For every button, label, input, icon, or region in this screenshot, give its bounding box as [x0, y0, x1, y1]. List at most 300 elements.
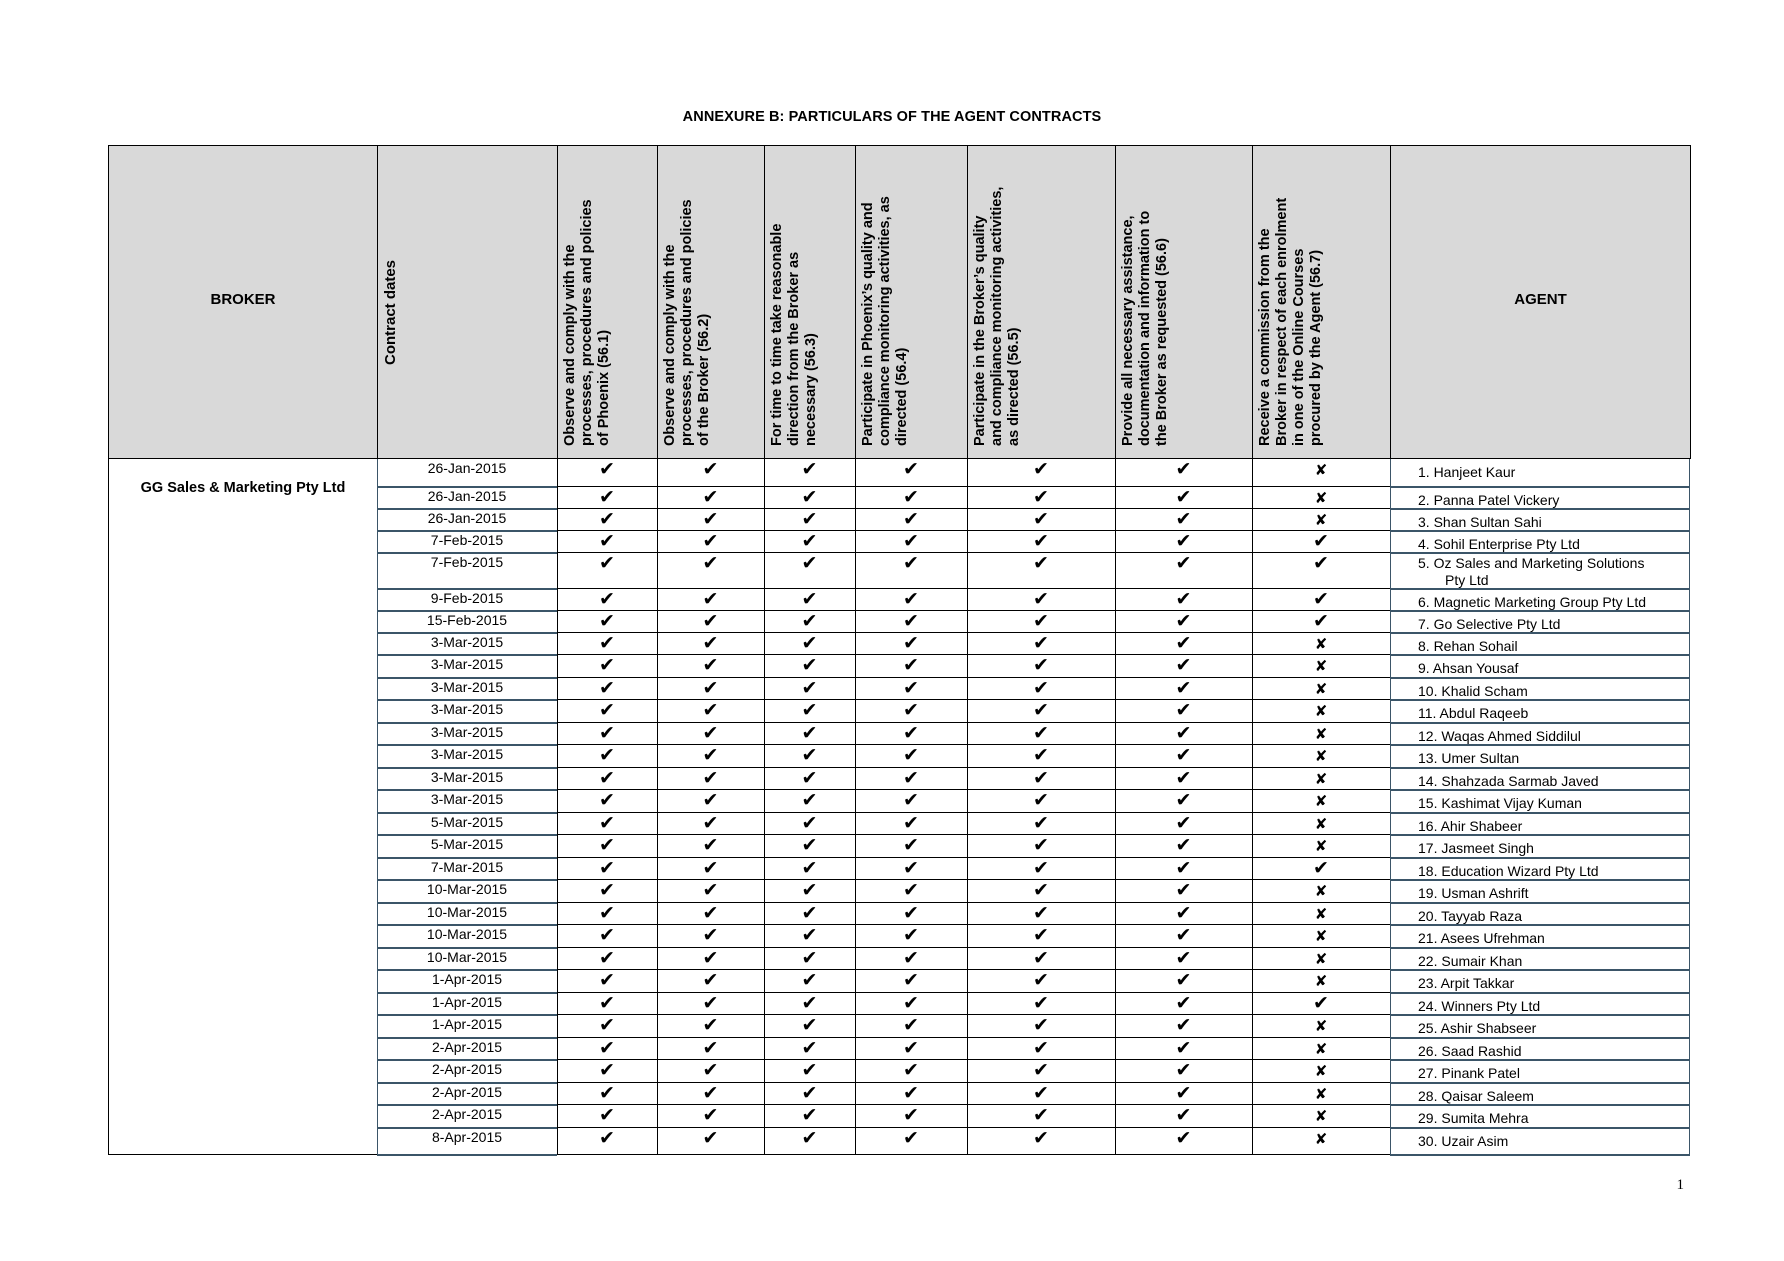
header-obligation-3: Observe and comply with the processes, procedures and policies of the Broker (56.2): [662, 199, 712, 446]
check-icon: ✔: [1175, 722, 1192, 744]
check-icon: ✔: [801, 699, 818, 721]
check-icon: ✔: [903, 924, 919, 946]
header-obligation-cell-4: [855, 145, 968, 459]
check-icon: ✔: [1175, 530, 1192, 552]
check-icon: ✔: [903, 677, 919, 699]
contract-date: 10-Mar-2015: [426, 904, 508, 920]
row-divider: [377, 1154, 557, 1156]
cross-icon: ✘: [1314, 837, 1328, 855]
check-icon: ✔: [1313, 610, 1329, 632]
check-icon: ✔: [702, 722, 719, 744]
row-divider: [557, 1154, 1390, 1155]
row-divider: [1390, 1082, 1690, 1084]
check-icon: ✔: [702, 1014, 719, 1036]
check-icon: ✔: [1175, 1014, 1192, 1036]
cross-icon: ✘: [1314, 1017, 1328, 1035]
header-obligation-cell-5: [967, 145, 1116, 459]
check-icon: ✔: [702, 879, 719, 901]
check-icon: ✔: [903, 1127, 919, 1149]
check-icon: ✔: [1033, 1059, 1049, 1081]
contract-date: 7-Feb-2015: [430, 532, 504, 548]
check-icon: ✔: [801, 1127, 818, 1149]
check-icon: ✔: [702, 1059, 719, 1081]
contract-date: 15-Feb-2015: [426, 612, 508, 628]
check-icon: ✔: [599, 767, 615, 789]
check-icon: ✔: [702, 992, 719, 1014]
row-divider: [1390, 947, 1690, 949]
check-icon: ✔: [599, 1014, 615, 1036]
check-icon: ✔: [599, 722, 615, 744]
check-icon: ✔: [1033, 947, 1049, 969]
cross-icon: ✘: [1314, 905, 1328, 923]
agent-name: 2. Panna Patel Vickery: [1418, 492, 1560, 508]
check-icon: ✔: [1175, 924, 1192, 946]
check-icon: ✔: [903, 588, 919, 610]
check-icon: ✔: [1175, 1082, 1192, 1104]
row-divider: [1390, 677, 1690, 679]
contract-date: 1-Apr-2015: [431, 971, 503, 987]
header-obligation-cell-2: [657, 145, 765, 459]
check-icon: ✔: [903, 722, 919, 744]
contract-date: 26-Jan-2015: [427, 460, 507, 476]
check-icon: ✔: [801, 588, 818, 610]
check-icon: ✔: [1033, 677, 1049, 699]
agent-name: 30. Uzair Asim: [1418, 1133, 1509, 1149]
row-divider: [1390, 857, 1690, 859]
check-icon: ✔: [903, 552, 919, 574]
check-icon: ✔: [801, 992, 818, 1014]
check-icon: ✔: [1033, 1127, 1049, 1149]
check-icon: ✔: [903, 530, 919, 552]
check-icon: ✔: [599, 699, 615, 721]
cross-icon: ✘: [1314, 680, 1328, 698]
check-icon: ✔: [599, 789, 615, 811]
check-icon: ✔: [702, 654, 719, 676]
check-icon: ✔: [1313, 857, 1329, 879]
contract-date: 3-Mar-2015: [430, 746, 504, 762]
header-obligation-cell-3: [764, 145, 856, 459]
check-icon: ✔: [1033, 1014, 1049, 1036]
cross-icon: ✘: [1314, 725, 1328, 743]
check-icon: ✔: [1033, 1082, 1049, 1104]
check-icon: ✔: [903, 789, 919, 811]
contract-date: 3-Mar-2015: [430, 701, 504, 717]
agent-name: 19. Usman Ashrift: [1418, 885, 1529, 901]
contract-date: 5-Mar-2015: [430, 814, 504, 830]
check-icon: ✔: [1313, 530, 1329, 552]
row-divider: [1390, 486, 1690, 488]
check-icon: ✔: [903, 767, 919, 789]
check-icon: ✔: [702, 632, 719, 654]
header-obligation-cell-6: [1115, 145, 1253, 459]
check-icon: ✔: [801, 812, 818, 834]
check-icon: ✔: [599, 1059, 615, 1081]
page-number: 1: [1676, 1177, 1684, 1193]
check-icon: ✔: [1033, 699, 1049, 721]
cross-icon: ✘: [1314, 747, 1328, 765]
header-obligation-6: Participate in the Broker’s quality and compliance monitoring activities, as directed (56.5): [972, 186, 1022, 446]
agent-name: 11. Abdul Raqeeb: [1418, 705, 1529, 721]
check-icon: ✔: [702, 1037, 719, 1059]
check-icon: ✔: [801, 552, 818, 574]
agent-name: 13. Umer Sultan: [1418, 750, 1520, 766]
check-icon: ✔: [1033, 508, 1049, 530]
agent-name: 22. Sumair Khan: [1418, 953, 1523, 969]
contract-date: 2-Apr-2015: [431, 1039, 503, 1055]
cross-icon: ✘: [1314, 770, 1328, 788]
cross-icon: ✘: [1314, 1107, 1328, 1125]
agent-name: 10. Khalid Scham: [1418, 683, 1528, 699]
check-icon: ✔: [1033, 767, 1049, 789]
agent-name: 12. Waqas Ahmed Siddilul: [1418, 728, 1581, 744]
check-icon: ✔: [1175, 744, 1192, 766]
check-icon: ✔: [702, 1082, 719, 1104]
check-icon: ✔: [599, 834, 615, 856]
check-icon: ✔: [599, 812, 615, 834]
check-icon: ✔: [903, 879, 919, 901]
check-icon: ✔: [1175, 812, 1192, 834]
check-icon: ✔: [1033, 902, 1049, 924]
check-icon: ✔: [599, 924, 615, 946]
check-icon: ✔: [1175, 992, 1192, 1014]
check-icon: ✔: [1033, 458, 1049, 480]
cross-icon: ✘: [1314, 927, 1328, 945]
check-icon: ✔: [1313, 992, 1329, 1014]
header-broker-cell: [108, 145, 378, 459]
contract-date: 5-Mar-2015: [430, 836, 504, 852]
check-icon: ✔: [599, 1104, 615, 1126]
header-contract-dates-cell: [377, 145, 558, 459]
check-icon: ✔: [599, 552, 615, 574]
check-icon: ✔: [1033, 1104, 1049, 1126]
contract-date: 3-Mar-2015: [430, 679, 504, 695]
cross-icon: ✘: [1314, 1040, 1328, 1058]
check-icon: ✔: [1175, 699, 1192, 721]
row-divider: [1390, 992, 1690, 994]
cross-icon: ✘: [1314, 702, 1328, 720]
check-icon: ✔: [801, 1082, 818, 1104]
agent-name: 24. Winners Pty Ltd: [1418, 998, 1541, 1014]
check-icon: ✔: [599, 458, 615, 480]
check-icon: ✔: [801, 530, 818, 552]
header-obligation-5: Participate in Phoenix’s quality and compliance monitoring activities, as directed (56.4): [860, 196, 910, 446]
row-divider: [1390, 1037, 1690, 1039]
check-icon: ✔: [903, 1059, 919, 1081]
agent-contracts-table: [108, 145, 1690, 1155]
check-icon: ✔: [801, 486, 818, 508]
cross-icon: ✘: [1314, 657, 1328, 675]
agent-name: 20. Tayyab Raza: [1418, 908, 1523, 924]
check-icon: ✔: [1033, 924, 1049, 946]
check-icon: ✔: [1175, 902, 1192, 924]
agent-name: 17. Jasmeet Singh: [1418, 840, 1534, 856]
check-icon: ✔: [599, 588, 615, 610]
check-icon: ✔: [1175, 552, 1192, 574]
check-icon: ✔: [702, 902, 719, 924]
check-icon: ✔: [801, 632, 818, 654]
check-icon: ✔: [1175, 1037, 1192, 1059]
check-icon: ✔: [702, 486, 719, 508]
check-icon: ✔: [1175, 767, 1192, 789]
check-icon: ✔: [1175, 654, 1192, 676]
check-icon: ✔: [1033, 992, 1049, 1014]
check-icon: ✔: [801, 789, 818, 811]
agent-name: 4. Sohil Enterprise Pty Ltd: [1418, 536, 1580, 552]
check-icon: ✔: [702, 677, 719, 699]
contract-date: 8-Apr-2015: [431, 1129, 503, 1145]
contract-date: 1-Apr-2015: [431, 1016, 503, 1032]
column-divider: [1390, 459, 1391, 1155]
check-icon: ✔: [599, 610, 615, 632]
check-icon: ✔: [903, 1082, 919, 1104]
row-divider: [1390, 812, 1690, 814]
check-icon: ✔: [702, 834, 719, 856]
contract-date: 7-Mar-2015: [430, 859, 504, 875]
contract-date: 2-Apr-2015: [431, 1061, 503, 1077]
row-divider: [1390, 588, 1690, 590]
agent-name: 16. Ahir Shabeer: [1418, 818, 1523, 834]
cross-icon: ✘: [1314, 1085, 1328, 1103]
cross-icon: ✘: [1314, 489, 1328, 507]
agent-name: 8. Rehan Sohail: [1418, 638, 1518, 654]
agent-name: 6. Magnetic Marketing Group Pty Ltd: [1418, 594, 1646, 610]
check-icon: ✔: [1313, 552, 1329, 574]
check-icon: ✔: [903, 834, 919, 856]
contract-date: 2-Apr-2015: [431, 1106, 503, 1122]
check-icon: ✔: [702, 552, 719, 574]
row-divider: [1390, 902, 1690, 904]
check-icon: ✔: [1033, 789, 1049, 811]
check-icon: ✔: [1175, 834, 1192, 856]
check-icon: ✔: [1175, 677, 1192, 699]
contract-date: 3-Mar-2015: [430, 769, 504, 785]
check-icon: ✔: [801, 879, 818, 901]
contract-date: 9-Feb-2015: [430, 590, 504, 606]
agent-name: 18. Education Wizard Pty Ltd: [1418, 863, 1599, 879]
check-icon: ✔: [903, 969, 919, 991]
check-icon: ✔: [599, 744, 615, 766]
cross-icon: ✘: [1314, 972, 1328, 990]
check-icon: ✔: [702, 530, 719, 552]
cross-icon: ✘: [1314, 511, 1328, 529]
row-divider: [1390, 1127, 1690, 1129]
check-icon: ✔: [599, 1037, 615, 1059]
check-icon: ✔: [1033, 552, 1049, 574]
check-icon: ✔: [1175, 486, 1192, 508]
cross-icon: ✘: [1314, 635, 1328, 653]
check-icon: ✔: [801, 610, 818, 632]
check-icon: ✔: [1175, 1059, 1192, 1081]
check-icon: ✔: [599, 1082, 615, 1104]
check-icon: ✔: [1033, 1037, 1049, 1059]
contract-date: 10-Mar-2015: [426, 881, 508, 897]
check-icon: ✔: [1175, 969, 1192, 991]
contract-date: 1-Apr-2015: [431, 994, 503, 1010]
agent-name: 25. Ashir Shabseer: [1418, 1020, 1537, 1036]
check-icon: ✔: [903, 857, 919, 879]
check-icon: ✔: [702, 1104, 719, 1126]
check-icon: ✔: [702, 924, 719, 946]
check-icon: ✔: [903, 654, 919, 676]
check-icon: ✔: [702, 789, 719, 811]
cross-icon: ✘: [1314, 1062, 1328, 1080]
column-divider: [1689, 459, 1690, 1155]
check-icon: ✔: [1033, 834, 1049, 856]
check-icon: ✔: [702, 767, 719, 789]
check-icon: ✔: [702, 947, 719, 969]
check-icon: ✔: [599, 902, 615, 924]
check-icon: ✔: [801, 744, 818, 766]
check-icon: ✔: [599, 677, 615, 699]
cross-icon: ✘: [1314, 1130, 1328, 1148]
check-icon: ✔: [1033, 879, 1049, 901]
contract-date: 3-Mar-2015: [430, 656, 504, 672]
check-icon: ✔: [1033, 588, 1049, 610]
check-icon: ✔: [599, 632, 615, 654]
check-icon: ✔: [702, 969, 719, 991]
agent-name: 28. Qaisar Saleem: [1418, 1088, 1534, 1104]
check-icon: ✔: [1175, 1104, 1192, 1126]
check-icon: ✔: [801, 1059, 818, 1081]
row-divider: [1390, 767, 1690, 769]
page-title: ANNEXURE B: PARTICULARS OF THE AGENT CONTRACTS: [682, 109, 1102, 125]
check-icon: ✔: [599, 1127, 615, 1149]
check-icon: ✔: [1033, 722, 1049, 744]
check-icon: ✔: [903, 1014, 919, 1036]
check-icon: ✔: [903, 610, 919, 632]
row-divider: [1390, 1154, 1690, 1156]
check-icon: ✔: [1175, 508, 1192, 530]
check-icon: ✔: [702, 699, 719, 721]
check-icon: ✔: [801, 722, 818, 744]
agent-name: 26. Saad Rashid: [1418, 1043, 1522, 1059]
cross-icon: ✘: [1314, 461, 1328, 479]
check-icon: ✔: [1175, 879, 1192, 901]
agent-name: 15. Kashimat Vijay Kuman: [1418, 795, 1582, 811]
header-agent-cell: [1390, 145, 1691, 459]
header-obligation-8: Receive a commission from the Broker in respect of each enrolment in one of the Online Courses procured by the Agent (56.7): [1257, 197, 1324, 446]
check-icon: ✔: [801, 834, 818, 856]
check-icon: ✔: [903, 458, 919, 480]
check-icon: ✔: [903, 744, 919, 766]
check-icon: ✔: [801, 1014, 818, 1036]
check-icon: ✔: [702, 508, 719, 530]
check-icon: ✔: [1175, 947, 1192, 969]
check-icon: ✔: [1033, 969, 1049, 991]
check-icon: ✔: [801, 767, 818, 789]
check-icon: ✔: [801, 1104, 818, 1126]
check-icon: ✔: [1033, 744, 1049, 766]
check-icon: ✔: [599, 508, 615, 530]
contract-date: 26-Jan-2015: [427, 488, 507, 504]
check-icon: ✔: [702, 1127, 719, 1149]
contract-date: 10-Mar-2015: [426, 926, 508, 942]
check-icon: ✔: [599, 857, 615, 879]
agent-name: 21. Asees Ufrehman: [1418, 930, 1545, 946]
agent-name: 5. Oz Sales and Marketing Solutions: [1418, 555, 1645, 571]
check-icon: ✔: [1175, 458, 1192, 480]
check-icon: ✔: [903, 902, 919, 924]
agent-name: 27. Pinank Patel: [1418, 1065, 1520, 1081]
header-obligation-2: Observe and comply with the processes, procedures and policies of Phoenix (56.1): [562, 199, 612, 446]
cross-icon: ✘: [1314, 792, 1328, 810]
check-icon: ✔: [801, 857, 818, 879]
check-icon: ✔: [903, 1104, 919, 1126]
contract-date: 3-Mar-2015: [430, 791, 504, 807]
agent-name-continued: Pty Ltd: [1445, 572, 1489, 588]
check-icon: ✔: [903, 992, 919, 1014]
check-icon: ✔: [702, 744, 719, 766]
contract-date: 3-Mar-2015: [430, 634, 504, 650]
cross-icon: ✘: [1314, 815, 1328, 833]
check-icon: ✔: [801, 902, 818, 924]
agent-name: 14. Shahzada Sarmab Javed: [1418, 773, 1599, 789]
agent-name: 7. Go Selective Pty Ltd: [1418, 616, 1561, 632]
header-obligation-cell-1: [557, 145, 658, 459]
header-obligation-4: For time to time take reasonable direction from the Broker as necessary (56.3): [769, 223, 819, 446]
agent-name: 23. Arpit Takkar: [1418, 975, 1515, 991]
check-icon: ✔: [1175, 1127, 1192, 1149]
agent-name: 29. Sumita Mehra: [1418, 1110, 1529, 1126]
check-icon: ✔: [702, 588, 719, 610]
check-icon: ✔: [1033, 654, 1049, 676]
check-icon: ✔: [1175, 610, 1192, 632]
check-icon: ✔: [1033, 530, 1049, 552]
check-icon: ✔: [702, 812, 719, 834]
check-icon: ✔: [599, 654, 615, 676]
contract-date: 3-Mar-2015: [430, 724, 504, 740]
check-icon: ✔: [801, 458, 818, 480]
header-obligation-7: Provide all necessary assistance, documentation and information to the Broker as requested (56.6): [1120, 210, 1170, 446]
contract-date: 7-Feb-2015: [430, 554, 504, 570]
agent-name: 3. Shan Sultan Sahi: [1418, 514, 1542, 530]
check-icon: ✔: [1033, 486, 1049, 508]
broker-name: GG Sales & Marketing Pty Ltd: [140, 480, 346, 496]
check-icon: ✔: [1175, 789, 1192, 811]
check-icon: ✔: [801, 677, 818, 699]
agent-name: 9. Ahsan Yousaf: [1418, 660, 1519, 676]
check-icon: ✔: [801, 969, 818, 991]
check-icon: ✔: [599, 969, 615, 991]
header-agent: AGENT: [1514, 291, 1567, 308]
check-icon: ✔: [1175, 588, 1192, 610]
row-divider: [1390, 722, 1690, 724]
check-icon: ✔: [702, 610, 719, 632]
check-icon: ✔: [801, 947, 818, 969]
header-obligation-cell-7: [1252, 145, 1391, 459]
cross-icon: ✘: [1314, 882, 1328, 900]
contract-date: 2-Apr-2015: [431, 1084, 503, 1100]
check-icon: ✔: [1033, 812, 1049, 834]
check-icon: ✔: [801, 654, 818, 676]
check-icon: ✔: [903, 1037, 919, 1059]
contract-date: 26-Jan-2015: [427, 510, 507, 526]
check-icon: ✔: [1313, 588, 1329, 610]
check-icon: ✔: [1175, 857, 1192, 879]
header-contract-dates: Contract dates: [382, 259, 399, 365]
check-icon: ✔: [702, 857, 719, 879]
check-icon: ✔: [903, 486, 919, 508]
check-icon: ✔: [1033, 857, 1049, 879]
cross-icon: ✘: [1314, 950, 1328, 968]
check-icon: ✔: [903, 632, 919, 654]
check-icon: ✔: [903, 699, 919, 721]
check-icon: ✔: [903, 947, 919, 969]
check-icon: ✔: [599, 530, 615, 552]
check-icon: ✔: [599, 947, 615, 969]
check-icon: ✔: [599, 879, 615, 901]
check-icon: ✔: [599, 992, 615, 1014]
